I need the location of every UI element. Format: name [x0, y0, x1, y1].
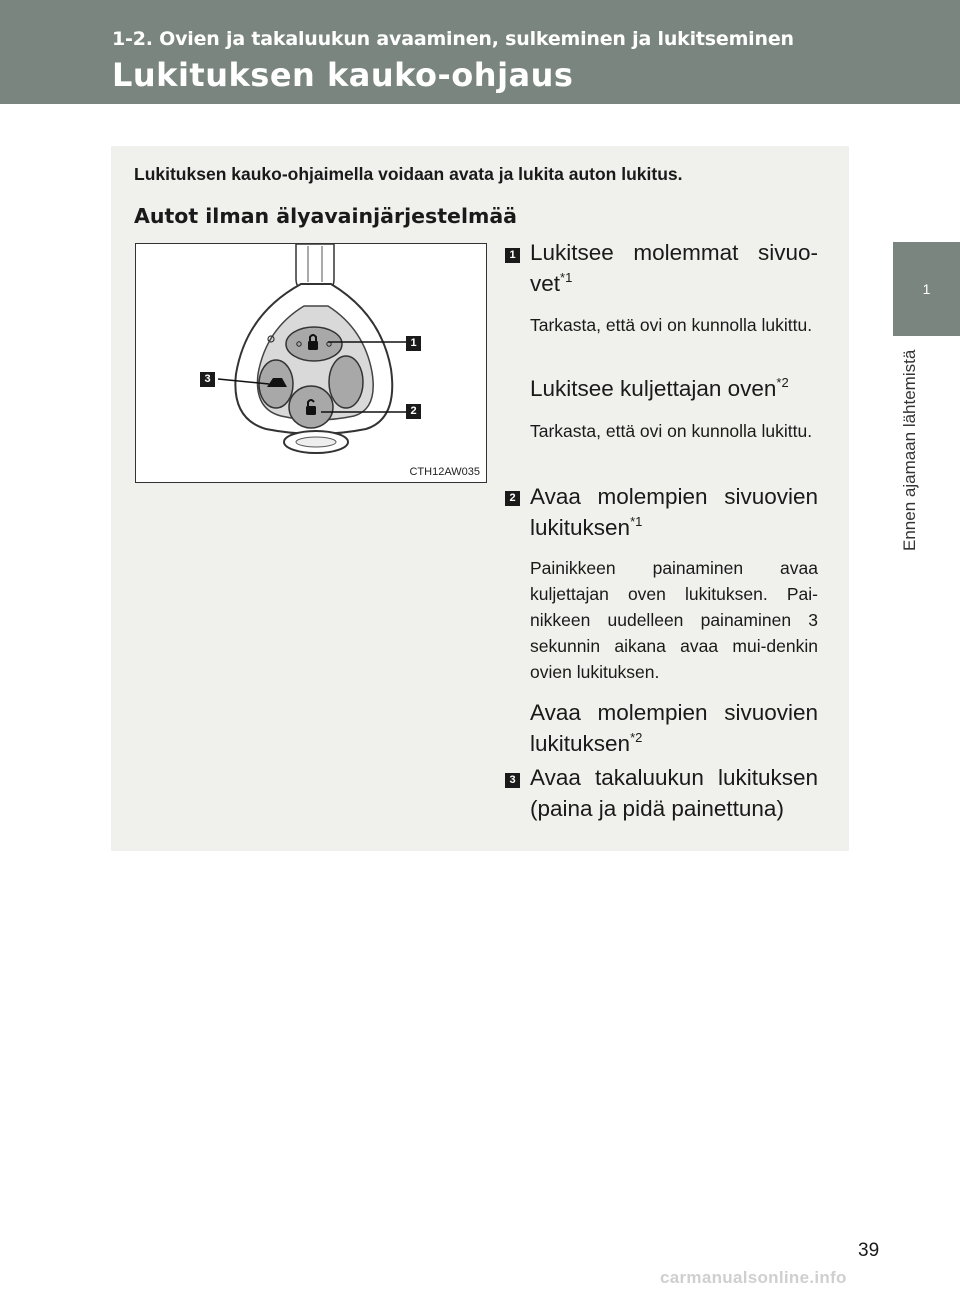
key-fob-figure [135, 243, 487, 483]
figure-code: CTH12AW035 [409, 466, 480, 478]
item-2-note: Painikkeen painaminen avaa kuljettajan oven lukituksen. Pai-nikkeen uudelleen painaminen 3 sekunnin aikana avaa mui-denkin ovien lukituksen. [530, 558, 818, 682]
item-2-marker: 2 [505, 491, 520, 506]
item-1-title-footnote: *1 [560, 270, 573, 285]
chapter-header [0, 0, 960, 104]
item-2-title-footnote: *1 [630, 514, 643, 529]
intro-text: Lukituksen kauko-ohjaimella voidaan avata ja lukita auton lukitus. [134, 164, 683, 184]
item-1-alt-title-text: Lukitsee kuljettajan oven [530, 376, 777, 401]
item-2-alt-title-footnote: *2 [630, 730, 643, 745]
page-number: 39 [858, 1240, 880, 1261]
chapter-side-title: Ennen ajamaan lähtemistä [900, 350, 919, 552]
item-3-title: Avaa takaluukun lukituksen (paina ja pidä painettuna) [530, 765, 818, 821]
chapter-number: 1 [922, 281, 931, 297]
item-2-alt-title [530, 697, 818, 759]
callout-1: 1 [406, 336, 421, 351]
key-fob-illustration [136, 244, 486, 482]
callout-2: 2 [406, 404, 421, 419]
item-1-alt-title-footnote: *2 [776, 375, 789, 390]
item-2-title [530, 481, 818, 543]
section-label: 1-2. Ovien ja takaluukun avaaminen, sulkeminen ja lukitseminen [112, 28, 794, 50]
subheading: Autot ilman älyavainjärjestelmää [134, 204, 517, 228]
item-1-alt-note: Tarkasta, että ovi on kunnolla lukittu. [530, 421, 813, 441]
item-2-alt-title-text: Avaa molempien sivuovien lukituksen [530, 700, 818, 756]
callout-3: 3 [200, 372, 215, 387]
item-1-note: Tarkasta, että ovi on kunnolla lukittu. [530, 315, 813, 335]
item-2-title-text: Avaa molempien sivuovien lukituksen [530, 484, 818, 540]
item-1-title [530, 237, 818, 299]
item-1-alt-title [530, 373, 818, 404]
item-1-marker: 1 [505, 248, 520, 263]
watermark: carmanualsonline.info [660, 1268, 847, 1287]
item-3-marker: 3 [505, 773, 520, 788]
chapter-tab[interactable] [893, 242, 960, 336]
page-title: Lukituksen kauko-ohjaus [112, 56, 574, 94]
item-1-title-text: Lukitsee molemmat sivuo-vet [530, 240, 818, 296]
